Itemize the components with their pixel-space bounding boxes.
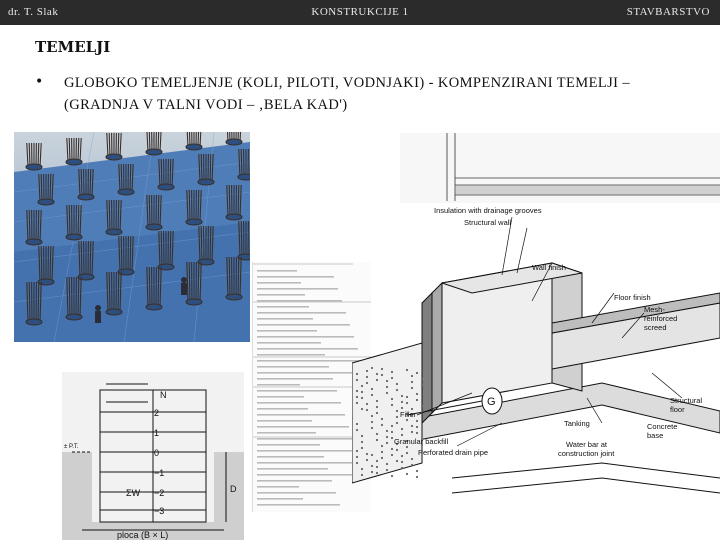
label-filler: Filler (400, 410, 417, 419)
label-structural: Structural (670, 396, 702, 405)
pile-foundation-photo (14, 132, 250, 342)
bullet-icon: • (35, 74, 43, 90)
label-floor-finish: Floor finish (614, 293, 651, 302)
bullet-line-2: (GRADNJA V TALNI VODI – ‚BELA KAD') (64, 94, 704, 116)
level-2: 2 (154, 408, 159, 418)
bullet-line-1: GLOBOKO TEMELJENJE (KOLI, PILOTI, VODNJAKI) - KOMPENZIRANI TEMELJI – (64, 72, 704, 94)
sum-w-label: ΣW (126, 488, 141, 498)
label-concrete: Concrete (647, 422, 677, 431)
label-tanking: Tanking (564, 419, 590, 428)
label-screed: screed (644, 323, 667, 332)
header-bar (0, 0, 720, 25)
label-insulation: Insulation with drainage grooves (434, 206, 542, 215)
author-label: dr. T. Slak (8, 6, 58, 18)
label-granular-backfill: Granular backfill (394, 437, 449, 446)
diagram-n: N (160, 390, 167, 400)
drain-pipe-mark: G (487, 396, 496, 408)
label-reinforced: reinforced (644, 314, 677, 323)
level-minus3: −3 (154, 506, 164, 516)
label-wall-finish: Wall finish (532, 263, 566, 272)
basement-section-drawing (352, 133, 720, 540)
level-minus1: −1 (154, 468, 164, 478)
depth-label: D (230, 484, 237, 494)
label-construction-joint: construction joint (558, 449, 615, 458)
label-water-bar: Water bar at (566, 440, 608, 449)
label-floor: floor (670, 405, 685, 414)
subject-label: STAVBARSTVO (627, 6, 710, 18)
slide-title: TEMELJI (35, 38, 110, 56)
label-base: base (647, 431, 663, 440)
level-0: 0 (154, 448, 159, 458)
level-1: 1 (154, 428, 159, 438)
course-title: KONSTRUKCIJE 1 (0, 6, 720, 18)
level-minus2: −2 (154, 488, 164, 498)
label-structural-wall: Structural wall (464, 218, 511, 227)
buoyancy-plate-diagram (62, 372, 244, 540)
bullet-text (64, 72, 704, 116)
label-perforated-drain-pipe: Perforated drain pipe (418, 448, 488, 457)
groundwater-label: ± P.T. (64, 444, 79, 450)
plate-label: ploca (B × L) (117, 530, 168, 540)
label-mesh: Mesh- (644, 305, 665, 314)
